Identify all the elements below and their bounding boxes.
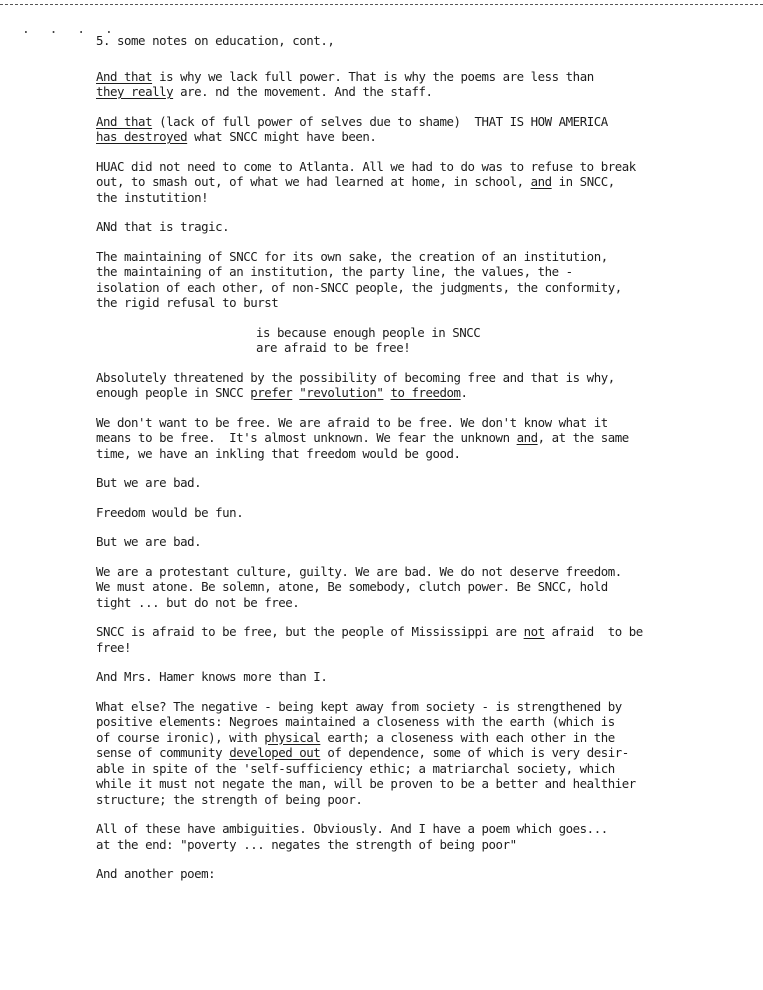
paragraph-11 xyxy=(96,534,746,550)
text-run: But we are bad. xyxy=(96,475,202,490)
text-run: And Mrs. Hamer knows more than I. xyxy=(96,669,328,684)
underlined-text: and xyxy=(530,174,552,189)
paragraph-17 xyxy=(96,866,746,882)
paragraph-16 xyxy=(96,821,746,852)
underlined-text: has destroyed xyxy=(96,129,188,144)
paragraph-2 xyxy=(96,114,746,145)
text-run: is because enough people in SNCC are afraid to be free! xyxy=(256,324,481,355)
margin-dots: . . . . xyxy=(22,22,119,37)
underlined-text: developed out xyxy=(229,745,321,760)
text-run: ANd that is tragic. xyxy=(96,219,230,234)
text-run: What else? The negative - being kept away from society - is strengthened by positive elements: Negroes maintained a closeness with the earth (which is of course ironic), with xyxy=(96,698,622,745)
body-paragraphs xyxy=(96,69,746,882)
typed-page xyxy=(96,33,746,896)
text-run: in SNCC, the instutition! xyxy=(96,174,615,205)
paragraph-15 xyxy=(96,699,746,808)
text-run: . xyxy=(460,385,468,400)
underlined-text: physical xyxy=(264,729,321,745)
text-run: All of these have ambiguities. Obviously. And I have a poem which goes... at the end: "poverty ... negates the strength of being poor" xyxy=(96,821,608,852)
text-run: of dependence, some of which is very desir- able in spite of the 'self-sufficiency ethic; a matriarchal society, which while it must not negate the man, will be proven to be a better and healthier structure; the strength of being poor. xyxy=(96,745,636,807)
text-run: But we are bad. xyxy=(96,534,202,549)
text-run: We don't want to be free. We are afraid to be free. We don't know what it means to be free. It's almost unknown. We fear the unknown xyxy=(96,414,608,445)
paragraph-1 xyxy=(96,69,746,100)
underlined-text: And that xyxy=(96,68,153,84)
paragraph-5 xyxy=(96,249,746,311)
text-run: is why we lack full power. That is why the poems are less than xyxy=(159,68,594,84)
underlined-text: they really xyxy=(96,84,174,99)
text-run: And another poem: xyxy=(96,866,216,881)
paragraph-8 xyxy=(96,415,746,462)
underlined-text: "revolution" xyxy=(299,385,384,400)
text-run: Absolutely threatened by the possibility of becoming free and that is why, enough people in SNCC xyxy=(96,369,615,400)
paragraph-3 xyxy=(96,159,746,206)
page-top-edge xyxy=(0,4,763,5)
text-run: The maintaining of SNCC for its own sake, the creation of an institution, the maintaining of an institution, the party line, the values, the - isolation of each other, of non-SNCC people, the judgments, the conformity, the rigid refusal to burst xyxy=(96,248,622,310)
paragraph-10 xyxy=(96,505,746,521)
underlined-text: to freedom xyxy=(390,385,461,400)
paragraph-13 xyxy=(96,624,746,655)
text-run: We are a protestant culture, guilty. We are bad. We do not deserve freedom. We must atone. Be solemn, atone, Be somebody, clutch power. Be SNCC, hold tight ... but do not be free. xyxy=(96,563,622,610)
text-run: (lack of full power of selves due to shame) THAT IS HOW AMERICA xyxy=(159,113,608,129)
text-run: SNCC is afraid to be free, but the people of Mississippi are xyxy=(96,624,524,639)
text-run: HUAC did not need to come to Atlanta. All we had to do was to refuse to break out, to smash out, of what we had learned at home, in school, xyxy=(96,158,636,189)
underlined-text: and xyxy=(516,430,538,445)
paragraph-6 xyxy=(96,325,746,356)
paragraph-4 xyxy=(96,219,746,235)
page-heading: 5. some notes on education, cont., xyxy=(96,33,335,48)
text-run: , at the same time, we have an inkling that freedom would be good. xyxy=(96,430,629,461)
underlined-text: And that xyxy=(96,113,153,129)
paragraph-12 xyxy=(96,564,746,611)
paragraph-7 xyxy=(96,370,746,401)
text-run: earth; a closeness with each other in the sense of community xyxy=(96,729,615,760)
text-run: are. nd the movement. And the staff. xyxy=(173,84,433,99)
text-run: Freedom would be fun. xyxy=(96,504,244,520)
paragraph-14 xyxy=(96,669,746,685)
underlined-text: prefer xyxy=(250,385,293,400)
text-run: what SNCC might have been. xyxy=(187,129,377,144)
text-run: afraid to be free! xyxy=(96,624,643,655)
underlined-text: not xyxy=(523,624,545,639)
paragraph-9 xyxy=(96,475,746,491)
